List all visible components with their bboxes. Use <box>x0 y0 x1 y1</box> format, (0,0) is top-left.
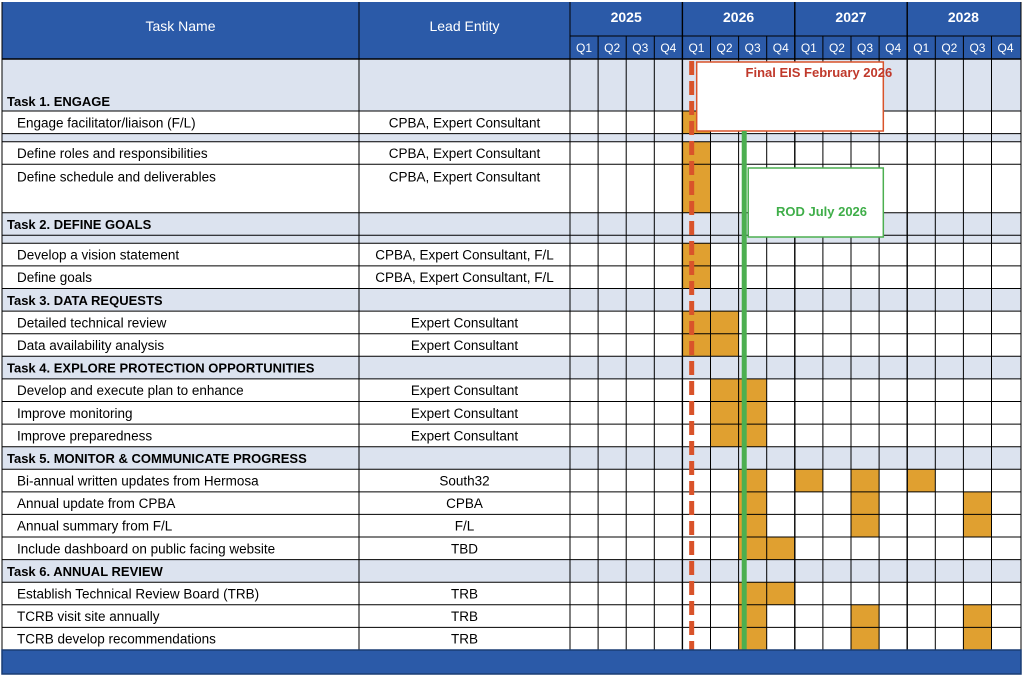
quarter-label: Q4 <box>885 41 902 55</box>
gantt-bar <box>682 164 710 212</box>
gantt-bar <box>711 334 739 357</box>
activity-name: Data availability analysis <box>17 337 165 353</box>
year-label: 2027 <box>835 9 867 25</box>
lead-entity: Expert Consultant <box>410 405 519 421</box>
task-heading: Task 1. ENGAGE <box>7 94 111 109</box>
quarter-label: Q2 <box>716 41 733 55</box>
activity-name: Develop and execute plan to enhance <box>17 383 244 399</box>
milestone-callout-box <box>748 168 883 237</box>
gantt-bar <box>682 142 710 165</box>
activity-name: Define goals <box>17 270 93 286</box>
quarter-label: Q1 <box>800 41 817 55</box>
spacer-row <box>2 134 1021 142</box>
quarter-label: Q2 <box>828 41 845 55</box>
year-label: 2026 <box>723 9 755 25</box>
activity-name: Improve preparedness <box>17 428 153 444</box>
lead-entity: Expert Consultant <box>410 383 519 399</box>
activity-name: Engage facilitator/liaison (F/L) <box>17 115 196 131</box>
year-label: 2028 <box>947 9 979 25</box>
gantt-bar <box>682 311 710 334</box>
gantt-bar <box>963 627 991 650</box>
quarter-label: Q1 <box>688 41 705 55</box>
lead-entity: F/L <box>454 518 475 534</box>
year-label: 2025 <box>610 9 642 25</box>
gantt-bar <box>767 582 795 605</box>
task-heading: Task 5. MONITOR & COMMUNICATE PROGRESS <box>7 450 307 466</box>
gantt-bar <box>907 469 935 492</box>
lead-entity: CPBA <box>446 496 483 512</box>
lead-entity: Expert Consultant <box>410 315 519 331</box>
quarter-label: Q4 <box>660 41 677 55</box>
lead-entity: CPBA, Expert Consultant, F/L <box>375 247 554 263</box>
gantt-bar <box>963 605 991 628</box>
task-heading: Task 2. DEFINE GOALS <box>7 216 152 232</box>
gantt-bar <box>851 627 879 650</box>
activity-name: Include dashboard on public facing website <box>17 541 276 557</box>
quarter-label: Q2 <box>941 41 958 55</box>
lead-entity: CPBA, Expert Consultant <box>388 169 541 185</box>
header-task-name: Task Name <box>145 18 216 34</box>
header-lead-entity: Lead Entity <box>429 18 500 34</box>
quarter-label: Q3 <box>857 41 874 55</box>
activity-name: TCRB visit site annually <box>17 609 160 625</box>
activity-name: Establish Technical Review Board (TRB) <box>17 586 260 602</box>
activity-name: Annual summary from F/L <box>17 518 173 534</box>
lead-entity: Expert Consultant <box>410 337 519 353</box>
quarter-label: Q2 <box>604 41 621 55</box>
lead-entity: TRB <box>451 586 478 602</box>
gantt-bar <box>711 401 739 424</box>
task-heading: Task 4. EXPLORE PROTECTION OPPORTUNITIES <box>7 360 315 376</box>
gantt-bar <box>851 492 879 515</box>
milestone-label-final-eis: Final EIS February 2026 <box>745 65 893 80</box>
activity-name: Improve monitoring <box>17 405 133 421</box>
activity-name: Define roles and responsibilities <box>17 145 208 161</box>
task-heading: Task 3. DATA REQUESTS <box>7 292 163 308</box>
lead-entity: CPBA, Expert Consultant, F/L <box>375 270 554 286</box>
activity-name: Annual update from CPBA <box>17 496 176 512</box>
activity-name: Detailed technical review <box>17 315 167 331</box>
quarter-label: Q4 <box>772 41 789 55</box>
gantt-bar <box>795 469 823 492</box>
gantt-bar <box>851 469 879 492</box>
quarter-label: Q3 <box>632 41 649 55</box>
gantt-bar <box>682 266 710 289</box>
lead-entity: TBD <box>451 541 478 557</box>
gantt-bar <box>767 537 795 560</box>
lead-entity: Expert Consultant <box>410 428 519 444</box>
lead-entity: South32 <box>439 473 490 489</box>
quarter-label: Q3 <box>969 41 986 55</box>
gantt-bar <box>963 492 991 515</box>
activity-name: TCRB develop recommendations <box>17 631 216 647</box>
activity-name: Develop a vision statement <box>17 247 180 263</box>
quarter-label: Q1 <box>576 41 593 55</box>
activity-name: Define schedule and deliverables <box>17 169 216 185</box>
lead-entity: CPBA, Expert Consultant <box>388 115 541 131</box>
task-heading: Task 6. ANNUAL REVIEW <box>7 563 163 579</box>
gantt-bar <box>711 379 739 402</box>
milestone-label-rod: ROD July 2026 <box>775 204 868 219</box>
footer-bar <box>2 650 1021 674</box>
gantt-bar <box>711 311 739 334</box>
gantt-bar <box>851 605 879 628</box>
gantt-bar <box>711 424 739 447</box>
gantt-bar <box>682 243 710 266</box>
quarter-label: Q4 <box>997 41 1014 55</box>
lead-entity: TRB <box>451 631 478 647</box>
activity-name: Bi-annual written updates from Hermosa <box>17 473 259 489</box>
lead-entity: CPBA, Expert Consultant <box>388 145 541 161</box>
quarter-label: Q1 <box>913 41 930 55</box>
quarter-label: Q3 <box>744 41 761 55</box>
gantt-bar <box>963 514 991 537</box>
gantt-bar <box>851 514 879 537</box>
gantt-bar <box>682 334 710 357</box>
lead-entity: TRB <box>451 609 478 625</box>
